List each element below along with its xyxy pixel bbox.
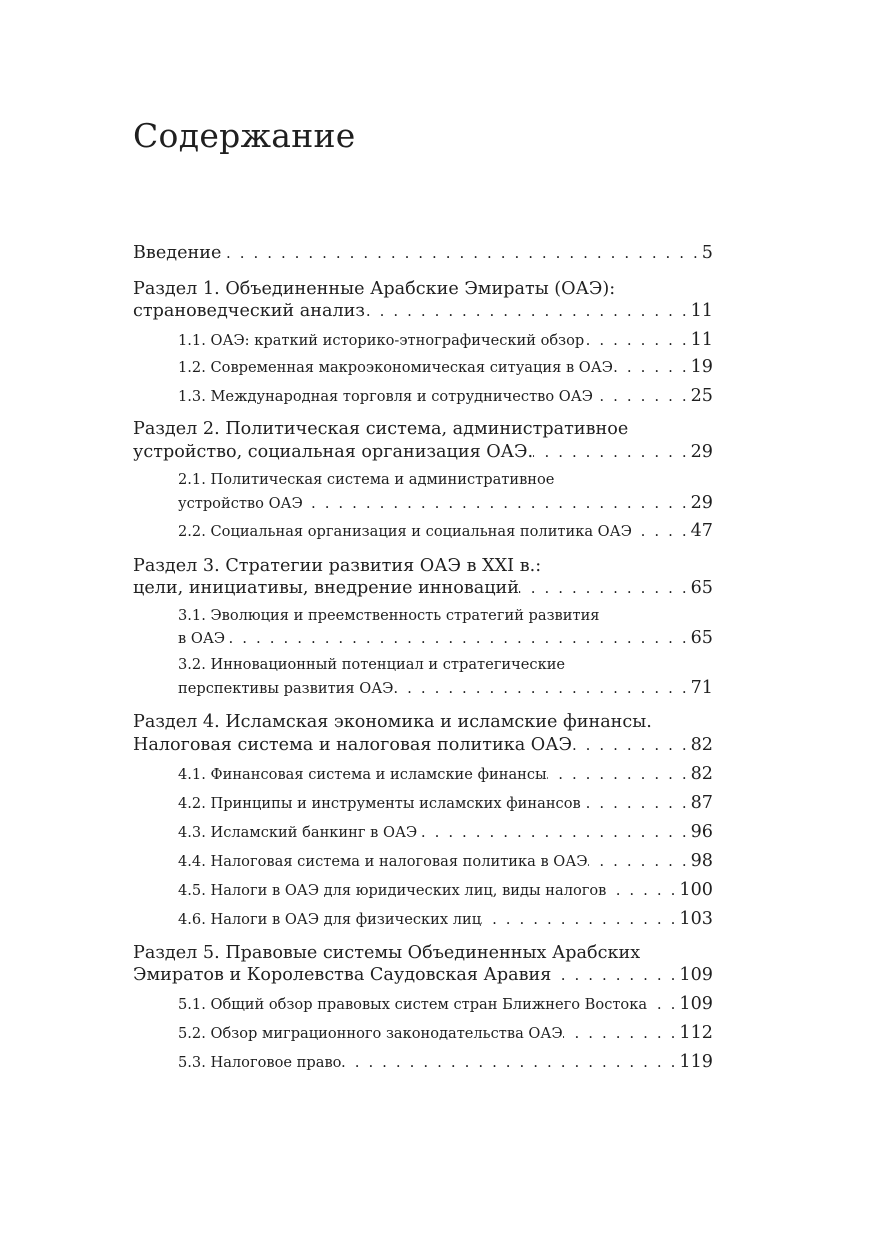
toc-entry-label: страноведческий анализ [133, 301, 365, 321]
subsection-3-1-line1: 3.1. Эволюция и преемственность стратегий развития [178, 607, 600, 624]
dot-leader [613, 358, 691, 376]
toc-entry-label: 4.6. Налоги в ОАЭ для физических лиц [178, 911, 482, 928]
page-number: 47 [690, 521, 713, 541]
toc-entry-label: 5.2. Обзор миграционного законодательства ОАЭ [178, 1025, 563, 1042]
toc-entry-label: Введение [133, 243, 222, 263]
toc-subsection-1-2[interactable] [178, 357, 713, 377]
page-number: 100 [679, 880, 713, 900]
dot-leader [581, 794, 691, 812]
dot-leader [572, 736, 691, 754]
page-number: 19 [690, 357, 713, 377]
toc-section-1[interactable] [133, 301, 713, 321]
page-number: 25 [690, 386, 713, 406]
toc-subsection-4-6[interactable] [178, 909, 713, 929]
toc-subsection-2-1[interactable] [178, 493, 713, 513]
dot-leader [417, 823, 690, 841]
toc-subsection-3-2[interactable] [178, 678, 713, 698]
toc-subsection-1-3[interactable] [178, 386, 713, 406]
page-number: 65 [690, 578, 713, 598]
toc-entry-label: цели, инициативы, внедрение инноваций [133, 578, 520, 598]
section-2-heading-line1: Раздел 2. Политическая система, административное [133, 419, 629, 439]
toc-entry-intro[interactable] [133, 243, 713, 263]
toc-subsection-4-1[interactable] [178, 764, 713, 784]
toc-section-5[interactable] [133, 965, 713, 985]
toc-entry-label: Налоговая система и налоговая политика ОАЭ [133, 735, 573, 755]
dot-leader [481, 910, 679, 928]
dot-leader [632, 522, 691, 540]
toc-entry-label: в ОАЭ [178, 630, 226, 647]
toc-subsection-5-3[interactable] [178, 1052, 713, 1072]
page-number: 109 [679, 965, 713, 985]
dot-leader [303, 494, 691, 512]
toc-entry-label: 4.3. Исламский банкинг в ОАЭ [178, 824, 418, 841]
toc-subsection-2-2[interactable] [178, 521, 713, 541]
page-number: 103 [679, 909, 713, 929]
toc-subsection-4-3[interactable] [178, 822, 713, 842]
dot-leader [519, 579, 691, 597]
toc-section-3[interactable] [133, 578, 713, 598]
section-5-heading-line1: Раздел 5. Правовые системы Объединенных Арабских [133, 943, 641, 963]
toc-entry-label: 4.4. Налоговая система и налоговая политика в ОАЭ [178, 853, 588, 870]
dot-leader [606, 881, 679, 899]
toc-entry-label: 2.2. Социальная организация и социальная политика ОАЭ [178, 523, 632, 540]
page-number: 96 [690, 822, 713, 842]
toc-entry-label: 4.2. Принципы и инструменты исламских финансов [178, 795, 581, 812]
toc-entry-label: устройство ОАЭ [178, 495, 303, 512]
page-number: 87 [690, 793, 713, 813]
toc-subsection-4-5[interactable] [178, 880, 713, 900]
subsection-3-2-line1: 3.2. Инновационный потенциал и стратегические [178, 656, 566, 673]
dot-leader [225, 629, 691, 647]
section-1-heading-line1: Раздел 1. Объединенные Арабские Эмираты (ОАЭ): [133, 279, 616, 299]
page-number: 5 [701, 243, 713, 263]
toc-entry-label: 4.5. Налоги в ОАЭ для юридических лиц, виды налогов [178, 882, 607, 899]
dot-leader [393, 679, 690, 697]
page-number: 11 [690, 301, 713, 321]
toc-section-2[interactable] [133, 442, 713, 462]
toc-entry-label: 1.1. ОАЭ: краткий историко-этнографический обзор [178, 332, 585, 349]
page-number: 82 [690, 735, 713, 755]
toc-entry-label: 1.3. Международная торговля и сотрудничество ОАЭ [178, 388, 593, 405]
dot-leader [365, 302, 691, 320]
toc-subsection-1-1[interactable] [178, 330, 713, 350]
page-number: 112 [679, 1023, 713, 1043]
page-number: 109 [679, 994, 713, 1014]
page-number: 29 [690, 442, 713, 462]
toc-subsection-5-1[interactable] [178, 994, 713, 1014]
page-number: 98 [690, 851, 713, 871]
dot-leader [221, 244, 701, 262]
page-title: Содержание [133, 116, 356, 155]
page-number: 65 [690, 628, 713, 648]
page-number: 82 [690, 764, 713, 784]
toc-subsection-3-1[interactable] [178, 628, 713, 648]
section-4-heading-line1: Раздел 4. Исламская экономика и исламские финансы. [133, 712, 652, 732]
toc-entry-label: перспективы развития ОАЭ [178, 680, 394, 697]
dot-leader [551, 966, 679, 984]
toc-section-4[interactable] [133, 735, 713, 755]
toc-entry-label: 5.1. Общий обзор правовых систем стран Ближнего Востока [178, 996, 648, 1013]
page-number: 11 [690, 330, 713, 350]
toc-entry-label: 5.3. Налоговое право [178, 1054, 342, 1071]
toc-subsection-5-2[interactable] [178, 1023, 713, 1043]
page-number: 71 [690, 678, 713, 698]
toc-entry-label: устройство, социальная организация ОАЭ. [133, 442, 534, 462]
page-number: 29 [690, 493, 713, 513]
toc-subsection-4-4[interactable] [178, 851, 713, 871]
subsection-2-1-line1: 2.1. Политическая система и административное [178, 471, 555, 488]
dot-leader [647, 995, 679, 1013]
page-number: 119 [679, 1052, 713, 1072]
dot-leader [563, 1024, 680, 1042]
toc-entry-label: Эмиратов и Королевства Саудовская Аравия [133, 965, 552, 985]
dot-leader [593, 387, 691, 405]
toc-entry-label: 4.1. Финансовая система и исламские финансы [178, 766, 547, 783]
dot-leader [341, 1053, 679, 1071]
dot-leader [533, 443, 691, 461]
toc-entry-label: 1.2. Современная макроэкономическая ситуация в ОАЭ [178, 359, 613, 376]
toc-subsection-4-2[interactable] [178, 793, 713, 813]
dot-leader [547, 765, 691, 783]
dot-leader [584, 331, 690, 349]
dot-leader [588, 852, 691, 870]
section-3-heading-line1: Раздел 3. Стратегии развития ОАЭ в XXI в.: [133, 556, 542, 576]
